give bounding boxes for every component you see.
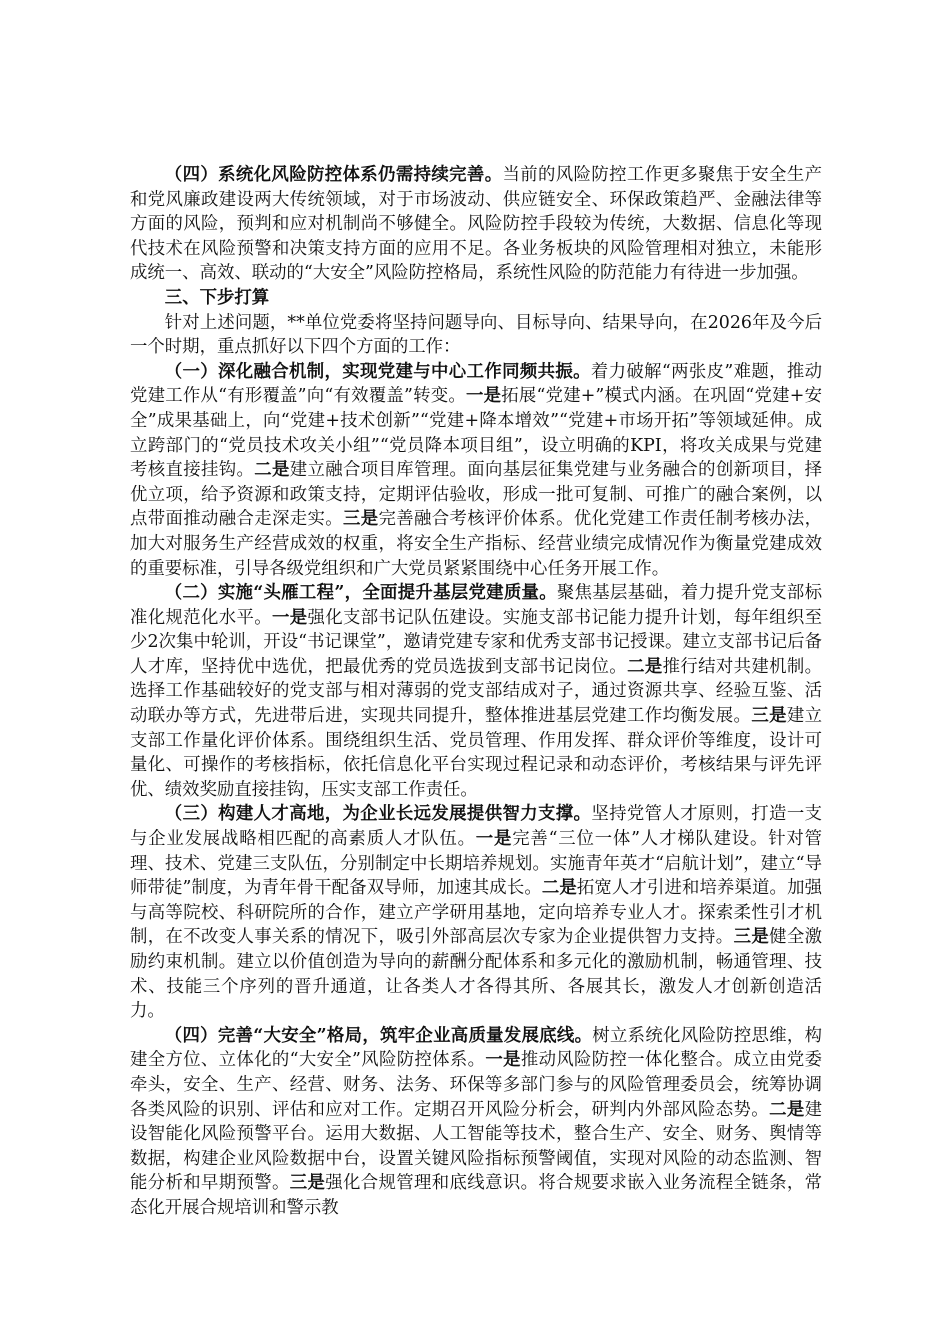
paragraph-text: 强化合规管理和底线意识。将合规要求嵌入业务流程全链条，常态化开展合规培训和警示教	[130, 1173, 822, 1218]
paragraph-risk-control-gap	[130, 163, 822, 286]
paragraph-text: 建立支部工作量化评价体系。围绕组织生活、党员管理、作用发挥、群众评价等维度，设计可量化、可操作的考核指标，依托信息化平台实现过程记录和动态评价，考核结果与评先评优、绩效奖励直接挂钩，压实支部工作责任。	[130, 706, 822, 800]
item-marker-second: 二是	[541, 878, 577, 899]
paragraph-heading: （二）实施“头雁工程”，全面提升基层党建质量。	[164, 583, 557, 604]
paragraph-talent-highland	[130, 802, 822, 1023]
paragraph-integration-mechanism	[130, 360, 822, 581]
item-marker-third: 三是	[751, 706, 787, 727]
paragraph-intro	[130, 311, 822, 360]
item-marker-first: 一是	[272, 607, 308, 628]
paragraph-text: 拓宽人才引进和培养渠道。加强与高等院校、科研院所的合作，建立产学研用基地，定向培养专业人才。探索柔性引才机制，在不改变人事关系的情况下，吸引外部高层次专家为企业提供智力支持。	[130, 878, 822, 948]
item-marker-first: 一是	[465, 386, 502, 407]
paragraph-text: 树立系统化风险防控思维，构建全方位、立体化的“大安全”风险防控体系。	[130, 1025, 822, 1071]
item-marker-second: 二是	[769, 1099, 805, 1120]
paragraph-text: 完善“三位一体”人才梯队建设。针对管理、技术、党建三支队伍，分别制定中长期培养规划。实施青年英才“启航计划”，建立“导师带徒”制度，为青年骨干配备双导师，加速其成长。	[130, 829, 822, 899]
document-page	[130, 163, 822, 1221]
paragraph-heading: （三）构建人才高地，为企业长远发展提供智力支撑。	[164, 804, 592, 825]
paragraph-text: 针对上述问题，**单位党委将坚持问题导向、目标导向、结果导向，在2026年及今后一个时期，重点抓好以下四个方面的工作：	[130, 312, 822, 358]
paragraph-lead-goose-project	[130, 581, 822, 802]
paragraph-text: 着力破解“两张皮”难题，推动党建工作从“有形覆盖”向“有效覆盖”转变。	[130, 361, 822, 407]
item-marker-third: 三是	[289, 1173, 326, 1194]
paragraph-text: 健全激励约束机制。建立以价值创造为导向的薪酬分配体系和多元化的激励机制，畅通管理、技术、技能三个序列的晋升通道，让各类人才各得其所、各展其长，激发人才创新创造活力。	[130, 927, 822, 1022]
paragraph-heading: （四）完善“大安全”格局，筑牢企业高质量发展底线。	[164, 1025, 593, 1046]
section-heading-next-steps	[130, 286, 822, 311]
paragraph-text: 完善融合考核评价体系。优化党建工作责任制考核办法，加大对服务生产经营成效的权重，将安全生产指标、经营业绩完成情况作为衡量党建成效的重要标准，引导各级党组织和广大党员紧紧围绕中心任务开展工作。	[130, 509, 822, 579]
paragraph-text: 聚焦基层基础，着力提升党支部标准化规范化水平。	[130, 583, 822, 628]
paragraph-text: 强化支部书记队伍建设。实施支部书记能力提升计划，每年组织至少2次集中轮训，开设“书记课堂”，邀请党建专家和优秀支部书记授课。建立支部书记后备人才库，坚持优中选优，把最优秀的党员选拔到支部书记岗位。	[130, 607, 822, 677]
item-marker-second: 二是	[627, 656, 663, 677]
paragraph-text: 推动风险防控一体化整合。成立由党委牵头，安全、生产、经营、财务、法务、环保等多部门参与的风险管理委员会，统筹协调各类风险的识别、评估和应对工作。定期召开风险分析会，研判内外部风险态势。	[130, 1050, 822, 1120]
paragraph-big-safety-pattern	[130, 1024, 822, 1221]
paragraph-text: 建立融合项目库管理。面向基层征集党建与业务融合的创新项目，择优立项，给予资源和政策支持，定期评估验收，形成一批可复制、可推广的融合案例，以点带面推动融合走深走实。	[130, 460, 822, 530]
item-marker-first: 一是	[485, 1050, 521, 1071]
paragraph-text: 推行结对共建机制。选择工作基础较好的党支部与相对薄弱的党支部结成对子，通过资源共享、经验互鉴、活动联办等方式，先进带后进，实现共同提升，整体推进基层党建工作均衡发展。	[130, 656, 822, 727]
paragraph-text: 建设智能化风险预警平台。运用大数据、人工智能等技术，整合生产、安全、财务、舆情等数据，构建企业风险数据中台，设置关键风险指标预警阈值，实现对风险的动态监测、智能分析和早期预警。	[130, 1099, 822, 1194]
item-marker-third: 三是	[733, 927, 770, 948]
item-marker-third: 三是	[343, 509, 379, 530]
section-heading-text: 三、下步打算	[164, 287, 270, 308]
paragraph-text: 坚持党管人才原则，打造一支与企业发展战略相匹配的高素质人才队伍。	[130, 804, 822, 850]
paragraph-heading: （四）系统化风险防控体系仍需持续完善。	[164, 165, 503, 185]
paragraph-text: 拓展“党建+”模式内涵。在巩固“党建+安全”成果基础上，向“党建+技术创新”“党建+降本增效”“党建+市场开拓”等领域延伸。成立跨部门的“党员技术攻关小组”“党员降本项目组”，设立明确的KPI，将攻关成果与党建考核直接挂钩。	[130, 386, 822, 481]
item-marker-second: 二是	[254, 460, 290, 481]
paragraph-text: 当前的风险防控工作更多聚焦于安全生产和党风廉政建设两大传统领域，对于市场波动、供应链安全、环保政策趋严、金融法律等方面的风险，预判和应对机制尚不够健全。风险防控手段较为传统，大数据、信息化等现代技术在风险预警和决策支持方面的应用不足。各业务板块的风险管理相对独立，未能形成统一、高效、联动的“大安全”风险防控格局，系统性风险的防范能力有待进一步加强。	[130, 165, 822, 284]
paragraph-heading: （一）深化融合机制，实现党建与中心工作同频共振。	[164, 361, 591, 382]
item-marker-first: 一是	[475, 829, 513, 850]
